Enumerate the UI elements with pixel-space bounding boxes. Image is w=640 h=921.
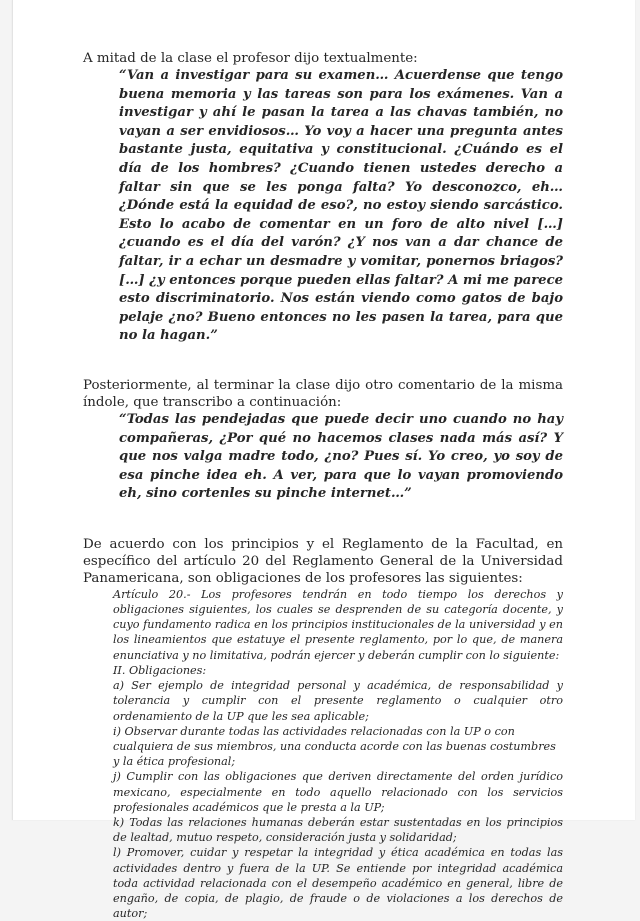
intro-paragraph-1: A mitad de la clase el profesor dijo textualmente: [83, 51, 418, 66]
article-item-j: j) Cumplir con las obligaciones que deriven directamente del orden jurídico mexicano, especialmente en todo aquello relacionado con los servicios profesionales académicos que le presta a la UP; [113, 770, 563, 814]
document-page [12, 0, 635, 921]
paragraph-spacer [83, 346, 563, 377]
article-item-i-line-3: y la ética profesional; [113, 755, 236, 769]
paragraph-spacer [83, 504, 563, 536]
article-item-k: k) Todas las relaciones humanas deberán estar sustentadas en los principios de lealtad, mutuo respeto, consideración justa y solidaridad; [113, 815, 563, 845]
intro-paragraph-2: Posteriormente, al terminar la clase dijo otro comentario de la misma índole, que transcribo a continuación: [83, 377, 563, 410]
quote-block-1: “Van a investigar para su examen… Acuerdense que tengo buena memoria y las tareas son para los exámenes. Van a investigar y ahí le pasan la tarea a las chavas también, no vayan a ser envidiosos… Yo voy a hacer una pregunta antes bastante justa, equitativa y constitucional. ¿Cuándo es el día de los hombres? ¿Cuando tienen ustedes derecho a faltar sin que se les ponga falta? Yo desconozco, eh… ¿Dónde está la equidad de eso?, no estoy siendo sarcástico. Esto lo acabo de comentar en un foro de alto nivel […] ¿cuando es el día del varón? ¿Y nos van a dar chance de faltar, ir a echar un desmadre y vomitar, ponernos briagos? […] ¿y entonces porque pueden ellas faltar? A mi me parece esto discriminatorio. Nos están viendo como gatos de bajo pelaje ¿no? Bueno entonces no les pasen la tarea, para que no la hagan.” [119, 68, 563, 344]
article-item-l: l) Promover, cuidar y respetar la integridad y ética académica en todas las actividades dentro y fuera de la UP. Se entiende por integridad académica toda actividad relacionada con el desempeño académico en general, libre de engaño, de copia, de plagio, de fraude o de violaciones a los derechos de autor; [113, 846, 563, 921]
article-20-quote [113, 587, 563, 921]
quote-block-2: “Todas las pendejadas que puede decir uno cuando no hay compañeras, ¿Por qué no hacemos clases nada más así? Y que nos valga madre todo, ¿no? Pues sí. Yo creo, yo soy de esa pinche idea eh. A ver, para que lo vayan promoviendo eh, sino cortenles su pinche internet…” [119, 411, 563, 502]
document-body [83, 50, 563, 921]
article-item-i-line-2: cualquiera de sus miembros, una conducta acorde con las buenas costumbres [113, 739, 556, 753]
article-item-i-line-1: i) Observar durante todas las actividades relacionadas con la UP o con [113, 724, 515, 738]
article-heading: Artículo 20.- Los profesores tendrán en todo tiempo los derechos y obligaciones siguientes, los cuales se desprenden de su categoría docente, y cuyo fundamento radica en los principios institucionales de la universidad y en los lineamientos que estatuye el presente reglamento, por lo que, de manera enunciativa y no limitativa, podrán ejercer y deberán cumplir con lo siguiente: [113, 587, 563, 662]
intro-paragraph-3: De acuerdo con los principios y el Reglamento de la Facultad, en específico del artículo 20 del Reglamento General de la Universidad Panamericana, son obligaciones de los profesores las siguientes: [83, 536, 563, 586]
article-section-title: II. Obligaciones: [113, 663, 207, 677]
article-item-a: a) Ser ejemplo de integridad personal y académica, de responsabilidad y tolerancia y cumplir con el presente reglamento o cualquier otro ordenamiento de la UP que les sea aplicable; [113, 679, 563, 723]
